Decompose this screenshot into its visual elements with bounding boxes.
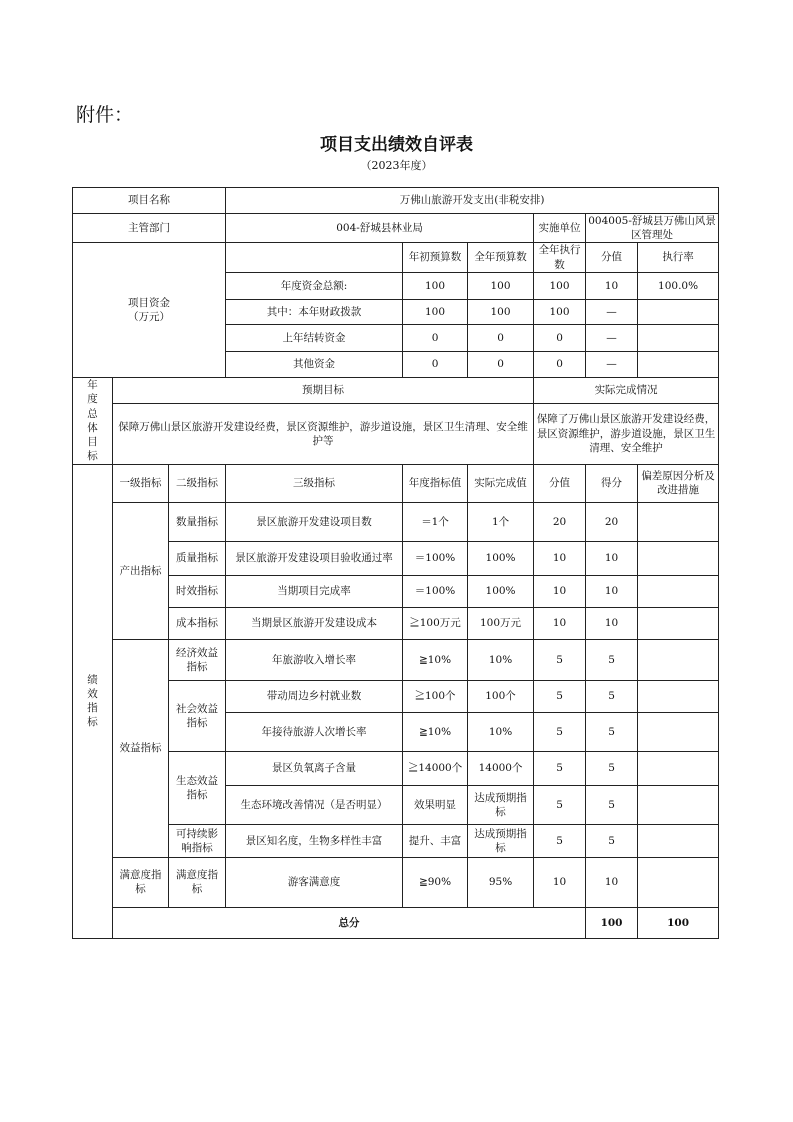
dept-label: 主管部门 xyxy=(73,214,226,243)
indicator-target: 提升、丰富 xyxy=(403,824,468,857)
indicator-target: ≧10% xyxy=(403,712,468,751)
indicator-row xyxy=(73,575,719,607)
indicator-weight: 10 xyxy=(534,575,586,607)
indicator-target: ＝100% xyxy=(403,541,468,575)
indicator-target: ≧10% xyxy=(403,639,468,680)
indicator-weight: 10 xyxy=(534,607,586,639)
funds-header: 全年执行数 xyxy=(534,243,586,272)
indicator-score: 5 xyxy=(586,639,638,680)
project-name-value: 万佛山旅游开发支出(非税安排) xyxy=(226,188,719,214)
indicator-weight: 5 xyxy=(534,639,586,680)
funds-cell xyxy=(638,324,719,351)
indicator-note xyxy=(638,857,719,907)
funds-row-label: 其中：本年财政拨款 xyxy=(226,299,403,324)
funds-row-label: 年度资金总额: xyxy=(226,272,403,299)
indicator-note xyxy=(638,541,719,575)
funds-cell: 0 xyxy=(468,324,534,351)
indicator-name: 景区旅游开发建设项目验收通过率 xyxy=(226,541,403,575)
indicator-name: 年接待旅游人次增长率 xyxy=(226,712,403,751)
indicator-weight: 5 xyxy=(534,785,586,824)
indicator-target: ＝100% xyxy=(403,575,468,607)
funds-cell: 100 xyxy=(403,272,468,299)
project-name-label: 项目名称 xyxy=(73,188,226,214)
indicator-header-row xyxy=(73,464,719,502)
indicator-header: 二级指标 xyxy=(169,464,226,502)
funds-cell: — xyxy=(586,324,638,351)
indicator-header: 偏差原因分析及改进措施 xyxy=(638,464,719,502)
objectives-header-row xyxy=(73,377,719,403)
funds-cell: 0 xyxy=(403,324,468,351)
level2-satisfaction: 满意度指标 xyxy=(169,857,226,907)
funds-label xyxy=(73,243,226,377)
funds-cell: 0 xyxy=(534,351,586,377)
indicator-name: 带动周边乡村就业数 xyxy=(226,680,403,712)
expected-objective: 保障万佛山景区旅游开发建设经费，景区资源维护，游步道设施，景区卫生清理、安全维护等 xyxy=(113,403,534,464)
indicator-note xyxy=(638,824,719,857)
funds-cell: 10 xyxy=(586,272,638,299)
funds-label-line1: 项目资金 xyxy=(128,296,171,309)
indicators-row-label: 绩 效 指 标 xyxy=(73,464,113,938)
funds-row-label: 其他资金 xyxy=(226,351,403,377)
funds-cell: 100.0% xyxy=(638,272,719,299)
indicator-note xyxy=(638,785,719,824)
page-title: 项目支出绩效自评表 xyxy=(320,135,473,155)
indicator-actual: 14000个 xyxy=(468,751,534,785)
indicator-score: 5 xyxy=(586,824,638,857)
indicator-row xyxy=(73,857,719,907)
indicator-score: 10 xyxy=(586,607,638,639)
indicator-weight: 5 xyxy=(534,712,586,751)
funds-label-line2: （万元） xyxy=(128,311,171,324)
funds-cell: — xyxy=(586,299,638,324)
funds-cell xyxy=(638,299,719,324)
indicator-note xyxy=(638,502,719,541)
level1-satisfaction: 满意度指标 xyxy=(113,857,169,907)
indicator-header: 实际完成值 xyxy=(468,464,534,502)
funds-header: 全年预算数 xyxy=(468,243,534,272)
funds-cell: 100 xyxy=(534,299,586,324)
dept-value: 004-舒城县林业局 xyxy=(226,214,534,243)
indicator-actual: 达成预期指标 xyxy=(468,824,534,857)
level2-timeliness: 时效指标 xyxy=(169,575,226,607)
indicator-row xyxy=(73,751,719,785)
indicator-score: 5 xyxy=(586,785,638,824)
total-weight: 100 xyxy=(586,907,638,938)
attachment-label: 附件： xyxy=(76,104,134,126)
funds-cell: — xyxy=(586,351,638,377)
indicator-score: 5 xyxy=(586,680,638,712)
indicator-score: 10 xyxy=(586,541,638,575)
expected-header: 预期目标 xyxy=(113,377,534,403)
self-evaluation-table xyxy=(72,187,719,939)
indicator-weight: 10 xyxy=(534,857,586,907)
indicator-row xyxy=(73,607,719,639)
indicator-name: 当期项目完成率 xyxy=(226,575,403,607)
indicator-target: 效果明显 xyxy=(403,785,468,824)
level2-quantity: 数量指标 xyxy=(169,502,226,541)
indicator-name: 年旅游收入增长率 xyxy=(226,639,403,680)
indicator-header: 三级指标 xyxy=(226,464,403,502)
funds-header: 分值 xyxy=(586,243,638,272)
level2-sustainable: 可持续影响指标 xyxy=(169,824,226,857)
funds-cell: 0 xyxy=(403,351,468,377)
indicator-actual: 100万元 xyxy=(468,607,534,639)
total-score: 100 xyxy=(638,907,719,938)
indicator-actual: 10% xyxy=(468,639,534,680)
indicator-actual: 100个 xyxy=(468,680,534,712)
dept-row xyxy=(73,214,719,243)
indicator-header: 一级指标 xyxy=(113,464,169,502)
funds-header: 年初预算数 xyxy=(403,243,468,272)
funds-cell: 100 xyxy=(468,272,534,299)
indicator-actual: 100% xyxy=(468,575,534,607)
indicator-note xyxy=(638,575,719,607)
level2-economic: 经济效益指标 xyxy=(169,639,226,680)
indicator-target: ≧14000个 xyxy=(403,751,468,785)
funds-header-row xyxy=(73,243,719,272)
indicator-score: 10 xyxy=(586,575,638,607)
funds-header-blank xyxy=(226,243,403,272)
level1-benefit: 效益指标 xyxy=(113,639,169,857)
objectives-content-row xyxy=(73,403,719,464)
total-label: 总分 xyxy=(113,907,586,938)
indicator-name: 景区负氧离子含量 xyxy=(226,751,403,785)
indicator-target: ＝1个 xyxy=(403,502,468,541)
funds-row-label: 上年结转资金 xyxy=(226,324,403,351)
indicator-actual: 95% xyxy=(468,857,534,907)
indicator-score: 20 xyxy=(586,502,638,541)
indicator-name: 当期景区旅游开发建设成本 xyxy=(226,607,403,639)
indicator-weight: 10 xyxy=(534,541,586,575)
indicator-actual: 100% xyxy=(468,541,534,575)
indicator-row xyxy=(73,824,719,857)
indicator-note xyxy=(638,607,719,639)
indicator-weight: 5 xyxy=(534,824,586,857)
level2-social: 社会效益指标 xyxy=(169,680,226,751)
funds-header: 执行率 xyxy=(638,243,719,272)
level2-eco: 生态效益指标 xyxy=(169,751,226,824)
funds-cell: 0 xyxy=(468,351,534,377)
indicator-name: 景区知名度，生物多样性丰富 xyxy=(226,824,403,857)
impl-value: 004005-舒城县万佛山风景区管理处 xyxy=(586,214,719,243)
indicator-row xyxy=(73,639,719,680)
indicator-row xyxy=(73,502,719,541)
indicator-name: 游客满意度 xyxy=(226,857,403,907)
funds-cell xyxy=(638,351,719,377)
indicator-score: 5 xyxy=(586,751,638,785)
indicator-target: ≧100万元 xyxy=(403,607,468,639)
indicator-target: ≧90% xyxy=(403,857,468,907)
level1-output: 产出指标 xyxy=(113,502,169,639)
funds-cell: 100 xyxy=(534,272,586,299)
indicator-note xyxy=(638,751,719,785)
project-name-row xyxy=(73,188,719,214)
indicator-weight: 20 xyxy=(534,502,586,541)
level2-quality: 质量指标 xyxy=(169,541,226,575)
indicator-note xyxy=(638,680,719,712)
year-label: （2023年度） xyxy=(360,159,433,172)
actual-result: 保障了万佛山景区旅游开发建设经费，景区资源维护，游步道设施，景区卫生清理、安全维护 xyxy=(534,403,719,464)
indicator-header: 分值 xyxy=(534,464,586,502)
indicator-header: 得分 xyxy=(586,464,638,502)
impl-label: 实施单位 xyxy=(534,214,586,243)
indicator-weight: 5 xyxy=(534,680,586,712)
funds-cell: 100 xyxy=(468,299,534,324)
indicator-header: 年度指标值 xyxy=(403,464,468,502)
funds-cell: 100 xyxy=(403,299,468,324)
indicator-target: ≧100个 xyxy=(403,680,468,712)
indicator-name: 生态环境改善情况（是否明显） xyxy=(226,785,403,824)
indicator-name: 景区旅游开发建设项目数 xyxy=(226,502,403,541)
indicator-row xyxy=(73,680,719,712)
indicator-actual: 10% xyxy=(468,712,534,751)
indicator-score: 5 xyxy=(586,712,638,751)
indicator-actual: 1个 xyxy=(468,502,534,541)
level2-cost: 成本指标 xyxy=(169,607,226,639)
indicator-row xyxy=(73,541,719,575)
indicator-weight: 5 xyxy=(534,751,586,785)
funds-cell: 0 xyxy=(534,324,586,351)
objectives-row-label: 年 度 总 体 目 标 xyxy=(73,377,113,464)
indicator-actual: 达成预期指标 xyxy=(468,785,534,824)
actual-header: 实际完成情况 xyxy=(534,377,719,403)
total-row xyxy=(73,907,719,938)
indicator-note xyxy=(638,639,719,680)
indicator-note xyxy=(638,712,719,751)
indicator-score: 10 xyxy=(586,857,638,907)
